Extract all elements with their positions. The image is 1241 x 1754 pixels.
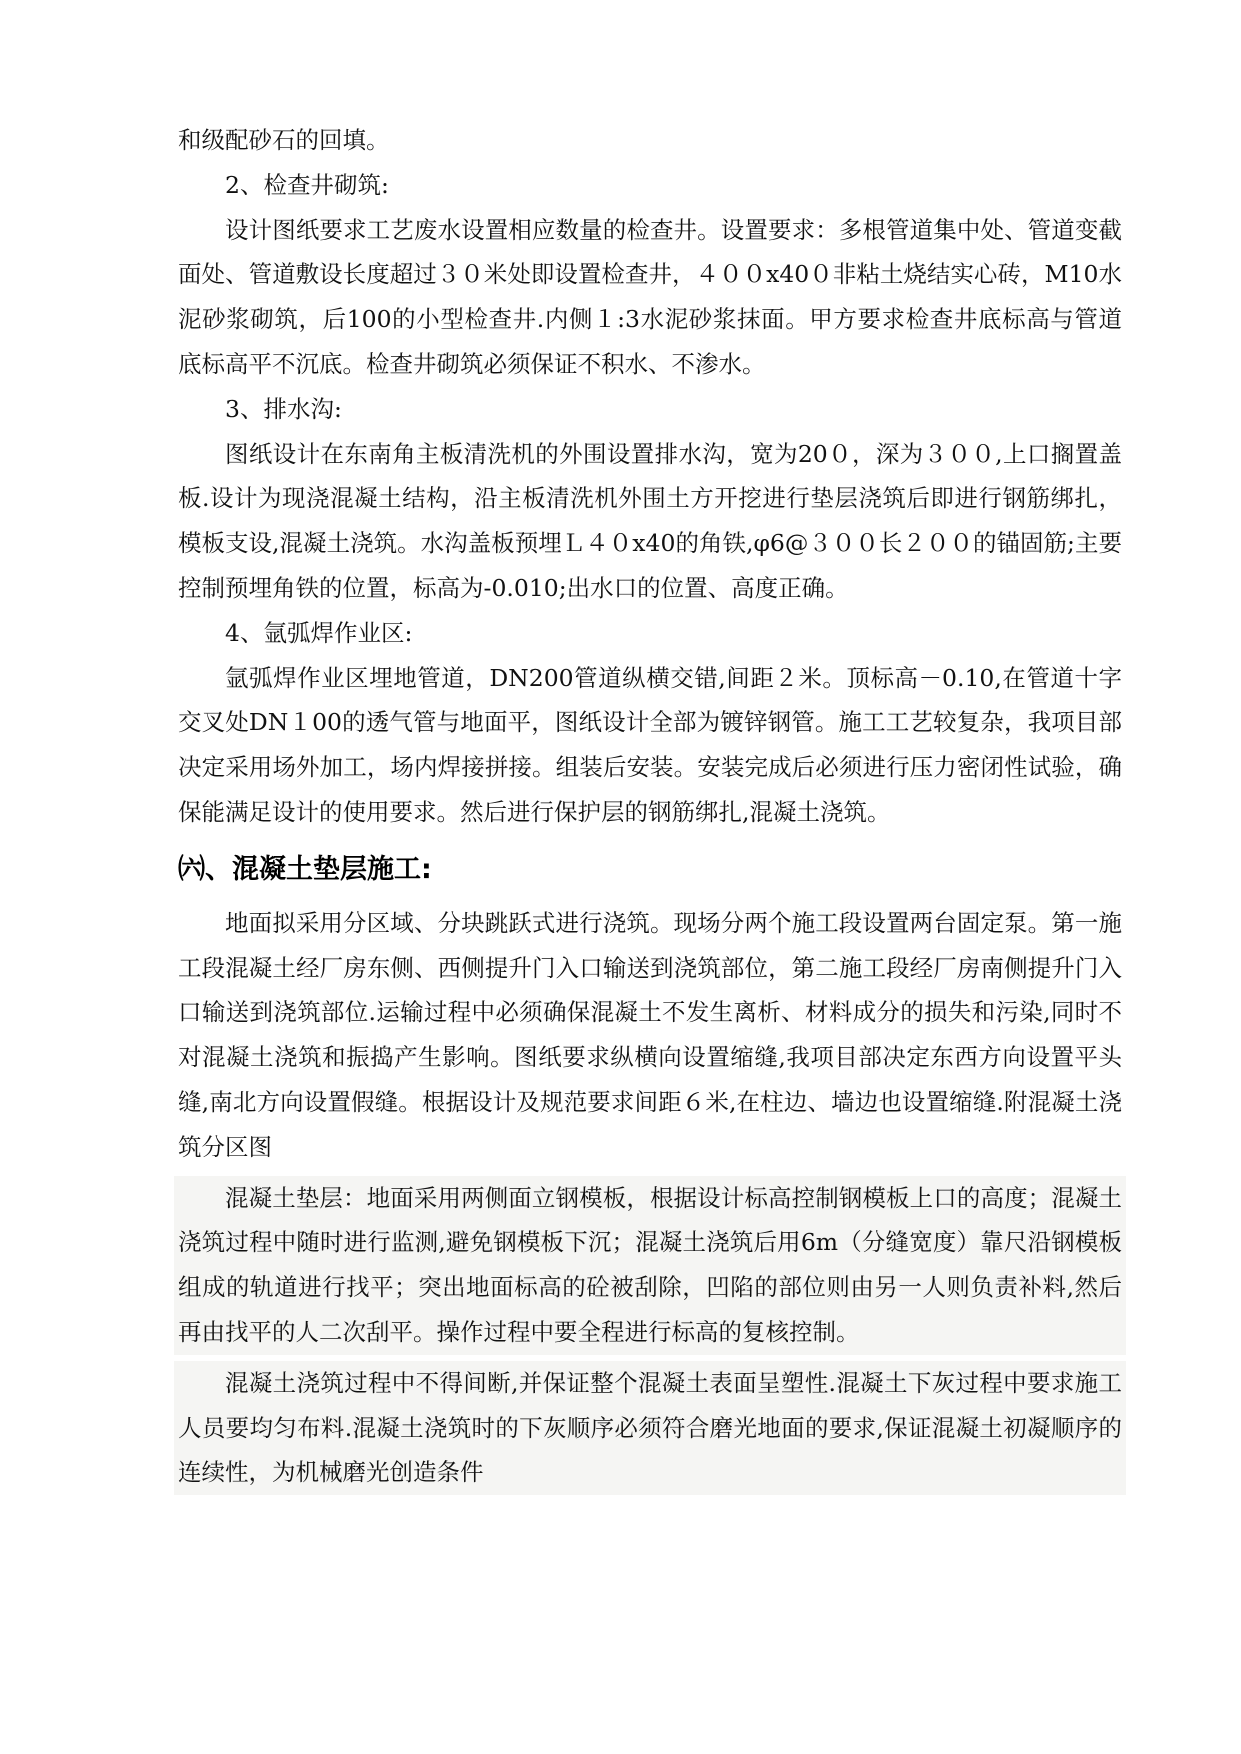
paragraph-inspection-well: 设计图纸要求工艺废水设置相应数量的检查井。设置要求：多根管道集中处、管道变截面处、管道敷设长度超过３０米处即设置检查井，４００x40０非粘土烧结实心砖，M10水泥砂浆砌筑，后100的小型检查井.内侧１:3水泥砂浆抹面。甲方要求检查井底标高与管道底标高平不沉底。检查井砌筑必须保证不积水、不渗水。 xyxy=(178,215,1122,378)
subheading-inspection-well: 2、检查井砌筑: xyxy=(225,170,389,199)
paragraph-continuous-pouring: 混凝土浇筑过程中不得间断,并保证整个混凝土表面呈塑性.混凝土下灰过程中要求施工人员要均匀布料.混凝土浇筑时的下灰顺序必须符合磨光地面的要求,保证混凝土初凝顺序的连续性，为机械磨光创造条件 xyxy=(174,1361,1126,1495)
paragraph-pouring-plan: 地面拟采用分区域、分块跳跃式进行浇筑。现场分两个施工段设置两台固定泵。第一施工段混凝土经厂房东侧、西侧提升门入口输送到浇筑部位，第二施工段经厂房南侧提升门入口输送到浇筑部位.运输过程中必须确保混凝土不发生离析、材料成分的损失和污染,同时不对混凝土浇筑和振捣产生影响。图纸要求纵横向设置缩缝,我项目部决定东西方向设置平头缝,南北方向设置假缝。根据设计及规范要求间距６米,在柱边、墙边也设置缩缝.附混凝土浇筑分区图 xyxy=(178,908,1122,1161)
paragraph-drainage-ditch: 图纸设计在东南角主板清洗机的外围设置排水沟，宽为20０，深为３００,上口搁置盖板.设计为现浇混凝土结构，沿主板清洗机外围土方开挖进行垫层浇筑后即进行钢筋绑扎，模板支设,混凝土浇筑。水沟盖板预埋Ｌ４０x40的角铁,φ6@３００长２００的锚固筋;主要控制预埋角铁的位置，标高为-0.010;出水口的位置、高度正确。 xyxy=(178,439,1122,602)
paragraph-backfill-end: 和级配砂石的回填。 xyxy=(178,126,390,154)
subheading-drainage-ditch: 3、排水沟: xyxy=(225,394,342,423)
document-body xyxy=(178,118,1122,1495)
section-heading-concrete-cushion: ㈥、混凝土垫层施工: xyxy=(178,853,432,885)
paragraph-argon-welding: 氩弧焊作业区埋地管道，DN200管道纵横交错,间距２米。顶标高－0.10,在管道十字交叉处DN１00的透气管与地面平，图纸设计全部为镀锌钢管。施工工艺较复杂，我项目部决定采用场外加工，场内焊接拼接。组装后安装。安装完成后必须进行压力密闭性试验，确保能满足设计的使用要求。然后进行保护层的钢筋绑扎,混凝土浇筑。 xyxy=(178,663,1122,826)
paragraph-cushion-layer: 混凝土垫层：地面采用两侧面立钢模板，根据设计标高控制钢模板上口的高度；混凝土浇筑过程中随时进行监测,避免钢模板下沉；混凝土浇筑后用6m（分缝宽度）靠尺沿钢模板组成的轨道进行找平；突出地面标高的砼被刮除，凹陷的部位则由另一人则负责补料,然后再由找平的人二次刮平。操作过程中要全程进行标高的复核控制。 xyxy=(174,1176,1126,1355)
subheading-argon-welding: 4、氩弧焊作业区: xyxy=(225,618,413,647)
